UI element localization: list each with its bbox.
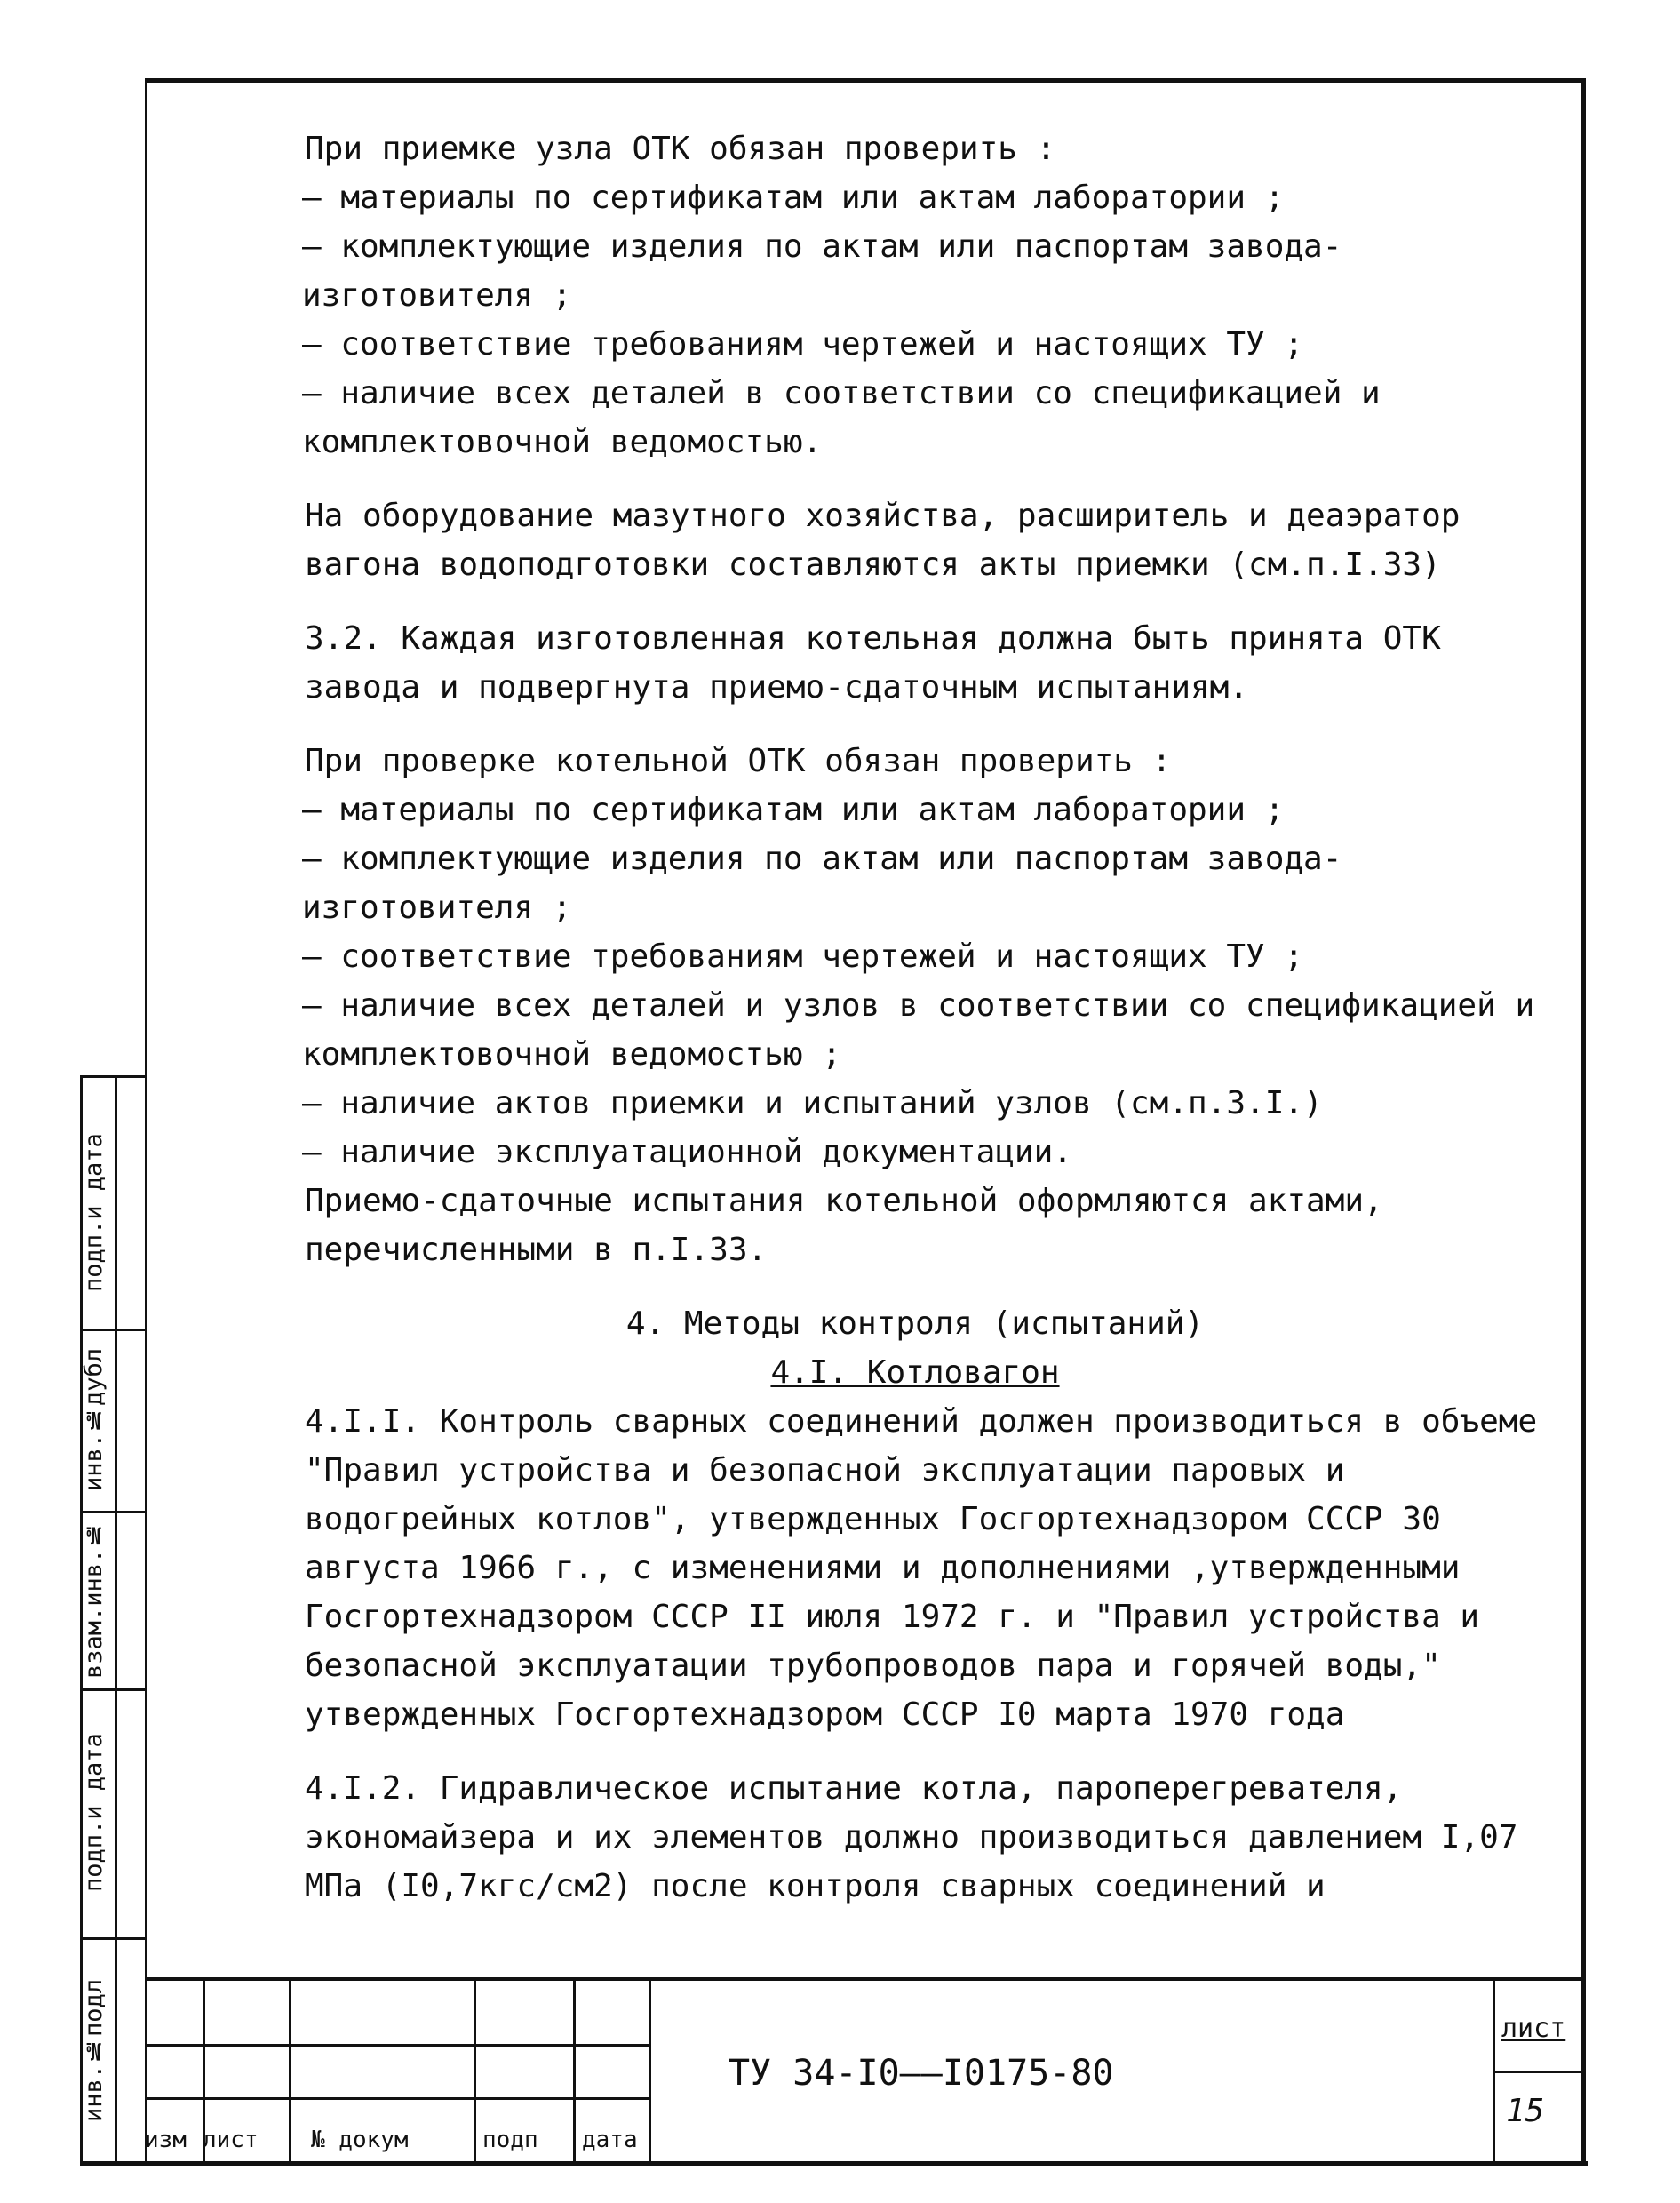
list-item: – наличие актов приемки и испытаний узлов (см.п.3.I.) xyxy=(302,1085,1323,1121)
title-block-rule xyxy=(289,1977,291,2164)
paragraph: На оборудование мазутного хозяйства, расширитель и деаэратор вагона водоподготовки составляются акты приемки (см.п.I.33) xyxy=(305,498,1461,583)
side-stamp-divider xyxy=(115,1075,117,2164)
sheet-number: 15 xyxy=(1506,2093,1545,2129)
subsection-heading: 4.I. Котловагон xyxy=(770,1354,1060,1391)
paragraph: Приемо-сдаточные испытания котельной оформляются актами, перечисленными в п.I.33. xyxy=(305,1183,1383,1268)
title-block-change-label: изм xyxy=(145,2127,187,2153)
title-block-rule xyxy=(474,1977,476,2164)
title-block-sheet-label: лист xyxy=(203,2127,259,2153)
document-body xyxy=(262,124,1568,1911)
side-stamp-rule xyxy=(80,1329,145,1331)
title-block-rule xyxy=(1493,2071,1586,2073)
list-item: – комплектующие изделия по актам или паспортам завода-изготовителя ; xyxy=(302,841,1342,926)
title-block-rule xyxy=(1493,1977,1495,2164)
side-stamp-duplicate-inv: инв.№дубл xyxy=(80,1347,107,1492)
side-stamp-rule xyxy=(80,1511,145,1513)
title-block-date-label: дата xyxy=(582,2127,638,2153)
side-stamp-rule xyxy=(80,1937,145,1940)
title-block-docnum-label: № докум xyxy=(311,2127,409,2153)
list-item: – наличие эксплуатационной документации. xyxy=(302,1134,1072,1170)
section-4-1-1: 4.I.I. Контроль сварных соединений должен производиться в объеме "Правил устройства и безопасной эксплуатации паровых и водогрейных котлов", утвержденных Госгортехнадзором СССР 30 августа 1966 г., с изменениями и дополнениями ,утвержденными Госгортехнадзором СССР II июля 1972 г. и "Правил устройства и безопасной эксплуатации трубопроводов пара и горячей воды," утвержденных Госгортехнадзором СССР I0 марта 1970 года xyxy=(305,1403,1538,1733)
title-block-sign-label: подп xyxy=(482,2127,538,2153)
list-item: – наличие всех деталей в соответствии со спецификацией и комплектовочной ведомостью. xyxy=(302,375,1381,460)
list-item: – комплектующие изделия по актам или паспортам завода-изготовителя ; xyxy=(302,228,1342,314)
side-stamp-original-inv: инв.№подл xyxy=(80,1978,107,2123)
list-item: – материалы по сертификатам или актам лаборатории ; xyxy=(302,180,1285,216)
title-block-rule xyxy=(573,1977,576,2164)
sheet-label: лист xyxy=(1501,2013,1566,2044)
paragraph: При приемке узла ОТК обязан проверить : xyxy=(305,131,1056,167)
side-stamp-rule xyxy=(80,1075,145,1078)
list-item: – соответствие требованиям чертежей и настоящих ТУ ; xyxy=(302,326,1304,363)
list-item: – материалы по сертификатам или актам лаборатории ; xyxy=(302,792,1285,828)
section-3-2: 3.2. Каждая изготовленная котельная должна быть принята ОТК завода и подвергнута приемо-сдаточным испытаниям. xyxy=(305,620,1441,706)
section-4-1-2: 4.I.2. Гидравлическое испытание котла, пароперегревателя, экономайзера и их элементов должно производиться давлением I,07 МПа (I0,7кгс/см2) после контроля сварных соединений и xyxy=(305,1770,1518,1904)
list-item: – наличие всех деталей и узлов в соответствии со спецификацией и комплектовочной ведомостью ; xyxy=(302,987,1535,1073)
paragraph: При проверке котельной ОТК обязан проверить : xyxy=(305,743,1172,779)
title-block-rule xyxy=(649,1977,651,2164)
side-stamp-replacement-inv: взам.инв.№ xyxy=(80,1521,107,1679)
side-stamp-sign-date-1: подп.и дата xyxy=(80,1133,107,1293)
side-stamp-sign-date-2: подп.и дата xyxy=(80,1733,107,1893)
list-item: – соответствие требованиям чертежей и настоящих ТУ ; xyxy=(302,938,1304,975)
side-stamp-rule xyxy=(80,1688,145,1691)
document-code: ТУ 34-I0——I0175-80 xyxy=(729,2053,1114,2094)
section-heading: 4. Методы контроля (испытаний) xyxy=(625,1305,1205,1342)
